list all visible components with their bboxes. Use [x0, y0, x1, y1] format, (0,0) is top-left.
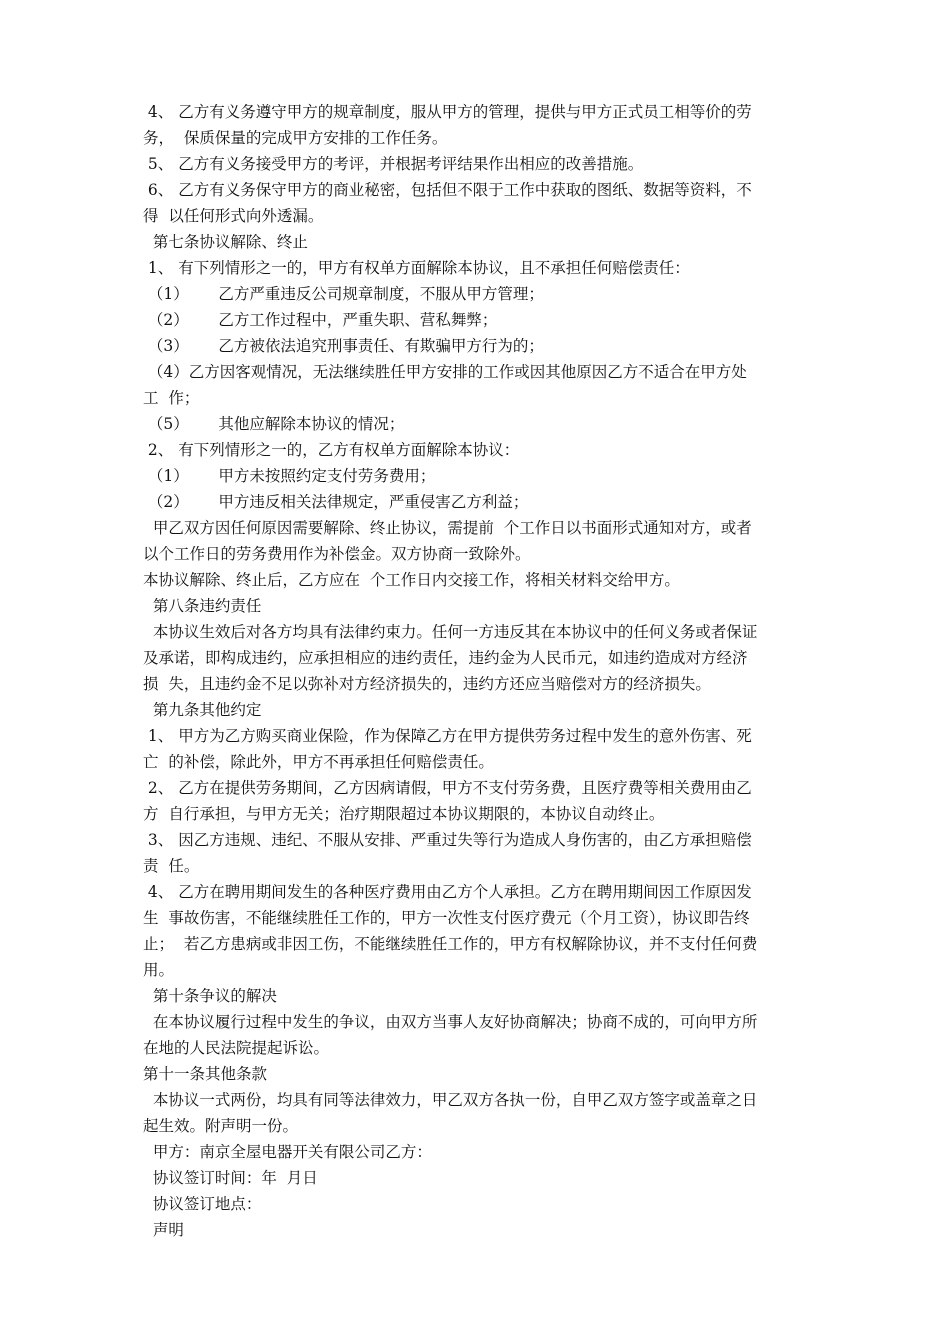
- clause-7-1-item-4-line-2: 工 作；: [143, 389, 200, 407]
- clause-9-4-line-3: 止； 若乙方患病或非因工伤，不能继续胜任工作的，甲方有权解除协议，并不支付任何费: [143, 935, 758, 953]
- signing-place-line: 协议签订地点：: [143, 1195, 262, 1213]
- clause-9-3-line-2: 责 任。: [143, 857, 200, 875]
- article-10-heading: 第十条争议的解决: [143, 987, 277, 1005]
- notice-paragraph-line-2: 以个工作日的劳务费用作为补偿金。双方协商一致除外。: [143, 545, 531, 563]
- clause-9-3-line-1: 3、 因乙方违规、违纪、不服从安排、严重过失等行为造成人身伤害的，由乙方承担赔偿: [143, 831, 752, 849]
- clause-9-4-line-2: 生 事故伤害，不能继续胜任工作的，甲方一次性支付医疗费元（个月工资），协议即告终: [143, 909, 750, 927]
- clause-7-2-item-1: （1） 甲方未按照约定支付劳务费用；: [143, 467, 436, 485]
- article-9-heading: 第九条其他约定: [143, 701, 262, 719]
- article-8-line-2: 及承诺，即构成违约，应承担相应的违约责任，违约金为人民币元，如违约造成对方经济: [143, 649, 748, 667]
- article-8-heading: 第八条违约责任: [143, 597, 262, 615]
- clause-6-6-line-1: 6、 乙方有义务保守甲方的商业秘密，包括但不限于工作中获取的图纸、数据等资料，不: [143, 181, 752, 199]
- clause-6-6-line-2: 得 以任何形式向外透漏。: [143, 207, 324, 225]
- clause-9-2-line-1: 2、 乙方在提供劳务期间，乙方因病请假，甲方不支付劳务费，且医疗费等相关费用由乙: [143, 779, 752, 797]
- clause-6-4-line-2: 务， 保质保量的完成甲方安排的工作任务。: [143, 129, 448, 147]
- article-10-line-1: 在本协议履行过程中发生的争议，由双方当事人友好协商解决；协商不成的，可向甲方所: [143, 1013, 758, 1031]
- signing-date-line: 协议签订时间：年 月日: [143, 1169, 318, 1187]
- clause-9-2-line-2: 方 自行承担，与甲方无关；治疗期限超过本协议期限的，本协议自动终止。: [143, 805, 665, 823]
- clause-7-1: 1、 有下列情形之一的，甲方有权单方面解除本协议，且不承担任何赔偿责任：: [143, 259, 690, 277]
- article-7-heading: 第七条协议解除、终止: [143, 233, 308, 251]
- clause-7-2: 2、 有下列情形之一的，乙方有权单方面解除本协议：: [143, 441, 520, 459]
- clause-9-1-line-1: 1、 甲方为乙方购买商业保险，作为保障乙方在甲方提供劳务过程中发生的意外伤害、死: [143, 727, 752, 745]
- article-11-heading: 第十一条其他条款: [143, 1065, 268, 1083]
- party-signature-line: 甲方：南京全屋电器开关有限公司乙方：: [143, 1143, 432, 1161]
- article-11-line-2: 起生效。附声明一份。: [143, 1117, 299, 1135]
- clause-7-1-item-4-line-1: （4）乙方因客观情况，无法继续胜任甲方安排的工作或因其他原因乙方不适合在甲方处: [143, 363, 747, 381]
- clause-9-4-line-1: 4、 乙方在聘用期间发生的各种医疗费用由乙方个人承担。乙方在聘用期间因工作原因发: [143, 883, 752, 901]
- declaration-heading: 声明: [143, 1221, 184, 1239]
- clause-7-1-item-5: （5） 其他应解除本协议的情况；: [143, 415, 405, 433]
- clause-7-1-item-2: （2） 乙方工作过程中，严重失职、营私舞弊；: [143, 311, 498, 329]
- article-8-line-3: 损 失，且违约金不足以弥补对方经济损失的，违约方还应当赔偿对方的经济损失。: [143, 675, 711, 693]
- clause-9-4-line-4: 用。: [143, 961, 175, 979]
- clause-6-5: 5、 乙方有义务接受甲方的考评，并根据考评结果作出相应的改善措施。: [143, 155, 644, 173]
- clause-7-1-item-1: （1） 乙方严重违反公司规章制度，不服从甲方管理；: [143, 285, 544, 303]
- clause-7-1-item-3: （3） 乙方被依法追究刑事责任、有欺骗甲方行为的；: [143, 337, 544, 355]
- handover-paragraph: 本协议解除、终止后，乙方应在 个工作日内交接工作，将相关材料交给甲方。: [143, 571, 680, 589]
- article-11-line-1: 本协议一式两份，均具有同等法律效力，甲乙双方各执一份，自甲乙双方签字或盖章之日: [143, 1091, 758, 1109]
- article-8-line-1: 本协议生效后对各方均具有法律约束力。任何一方违反其在本协议中的任何义务或者保证: [143, 623, 758, 641]
- clause-9-1-line-2: 亡 的补偿，除此外，甲方不再承担任何赔偿责任。: [143, 753, 494, 771]
- notice-paragraph-line-1: 甲乙双方因任何原因需要解除、终止协议，需提前 个工作日以书面形式通知对方，或者: [143, 519, 752, 537]
- article-10-line-2: 在地的人民法院提起诉讼。: [143, 1039, 330, 1057]
- clause-7-2-item-2: （2） 甲方违反相关法律规定，严重侵害乙方利益；: [143, 493, 529, 511]
- clause-6-4-line-1: 4、 乙方有义务遵守甲方的规章制度，服从甲方的管理，提供与甲方正式员工相等价的劳: [143, 103, 752, 121]
